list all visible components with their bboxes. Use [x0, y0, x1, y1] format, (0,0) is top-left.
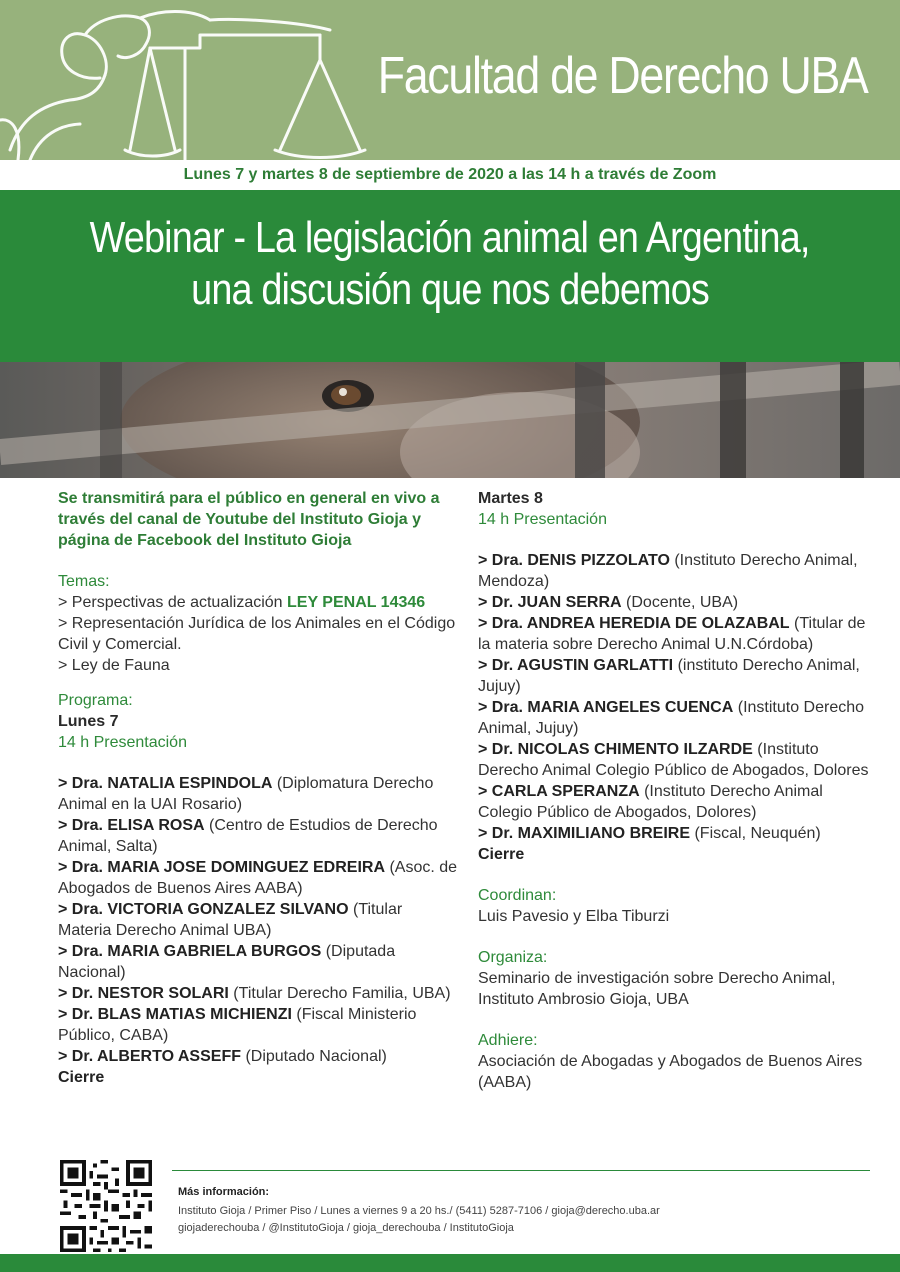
- speaker-item: > Dra. ANDREA HEREDIA DE OLAZABAL (Titular de la materia sobre Derecho Animal U.N.Córdoba): [478, 615, 866, 653]
- speaker-item: > Dr. AGUSTIN GARLATTI (instituto Derecho Animal, Jujuy): [478, 657, 860, 695]
- more-info-details: [178, 1203, 868, 1237]
- speaker-item: > Dr. MAXIMILIANO BREIRE (Fiscal, Neuquén): [478, 825, 821, 842]
- webinar-title-line-2: una discusión que nos debemos: [191, 265, 709, 314]
- program-label: Programa:: [58, 692, 133, 709]
- coordinators: Luis Pavesio y Elba Tiburzi: [478, 908, 670, 925]
- closing-label: Cierre: [58, 1069, 105, 1086]
- right-column: [478, 488, 878, 1093]
- speaker-item: > CARLA SPERANZA (Instituto Derecho Animal Colegio Público de Abogados, Dolores): [478, 783, 823, 821]
- speaker-item: > Dr. NICOLAS CHIMENTO ILZARDE (Instituto Derecho Animal Colegio Público de Abogados, Dolores: [478, 741, 869, 779]
- speaker-item: > Dra. MARIA JOSE DOMINGUEZ EDREIRA (Asoc. de Abogados de Buenos Aires AABA): [58, 859, 458, 897]
- justice-scale-illustration: [0, 0, 420, 160]
- speaker-item: > Dra. DENIS PIZZOLATO (Instituto Derecho Animal, Mendoza): [478, 552, 858, 590]
- law-number: LEY PENAL 14346: [287, 594, 426, 611]
- webinar-banner: [0, 190, 900, 362]
- qr-code-icon[interactable]: [60, 1160, 152, 1252]
- speaker-item: > Dra. MARIA ANGELES CUENCA (Instituto Derecho Animal, Jujuy): [478, 699, 865, 737]
- topics-label: Temas:: [58, 573, 110, 590]
- closing-label: Cierre: [478, 846, 525, 863]
- day-label-monday: Lunes 7: [58, 713, 119, 730]
- topic-item: > Ley de Fauna: [58, 657, 170, 674]
- supporter: Asociación de Abogadas y Abogados de Buenos Aires (AABA): [478, 1053, 863, 1091]
- webinar-title-line-1: Webinar - La legislación animal en Argentina,: [90, 213, 810, 262]
- speaker-item: > Dr. ALBERTO ASSEFF (Diputado Nacional): [58, 1048, 387, 1065]
- speaker-item: > Dra. VICTORIA GONZALEZ SILVANO (Titular Materia Derecho Animal UBA): [58, 901, 403, 939]
- bottom-bar: [0, 1254, 900, 1272]
- day-label-tuesday: Martes 8: [478, 490, 543, 507]
- webinar-title: [0, 212, 900, 316]
- speaker-item: > Dra. MARIA GABRIELA BURGOS (Diputada Nacional): [58, 943, 396, 981]
- left-column: [58, 488, 458, 1088]
- more-info-title: Más información:: [178, 1186, 270, 1198]
- presentation-time: 14 h Presentación: [58, 734, 187, 751]
- speaker-item: > Dr. JUAN SERRA (Docente, UBA): [478, 594, 739, 611]
- footer-divider: [172, 1170, 870, 1171]
- social-handles: giojaderechouba / @InstitutoGioja / gioja_derechouba / InstitutoGioja: [178, 1222, 514, 1234]
- faculty-title: Facultad de Derecho UBA: [378, 47, 868, 105]
- topic-item: > Representación Jurídica de los Animales en el Código Civil y Comercial.: [58, 615, 456, 653]
- speaker-item: > Dra. ELISA ROSA (Centro de Estudios de Derecho Animal, Salta): [58, 817, 438, 855]
- speaker-item: > Dr. NESTOR SOLARI (Titular Derecho Familia, UBA): [58, 985, 451, 1002]
- topic-item: > Perspectivas de actualización LEY PENAL 14346: [58, 594, 426, 611]
- contact-info: Instituto Gioja / Primer Piso / Lunes a viernes 9 a 20 hs./ (5411) 5287-7106 / gioja@derecho.uba.ar: [178, 1205, 660, 1217]
- speaker-item: > Dra. NATALIA ESPINDOLA (Diplomatura Derecho Animal en la UAI Rosario): [58, 775, 434, 813]
- organizer-label: Organiza:: [478, 949, 548, 966]
- speaker-item: > Dr. BLAS MATIAS MICHIENZI (Fiscal Ministerio Público, CABA): [58, 1006, 417, 1044]
- event-date-line: Lunes 7 y martes 8 de septiembre de 2020 a las 14 h a través de Zoom: [0, 160, 900, 190]
- header: [0, 0, 900, 160]
- caged-dog-photo: [0, 362, 900, 478]
- organizer: Seminario de investigación sobre Derecho Animal, Instituto Ambrosio Gioja, UBA: [478, 970, 836, 1008]
- coordinators-label: Coordinan:: [478, 887, 557, 904]
- presentation-time: 14 h Presentación: [478, 511, 607, 528]
- supporter-label: Adhiere:: [478, 1032, 538, 1049]
- broadcast-info: Se transmitirá para el público en general en vivo a través del canal de Youtube del Instituto Gioja y página de Facebook del Instituto Gioja: [58, 490, 440, 549]
